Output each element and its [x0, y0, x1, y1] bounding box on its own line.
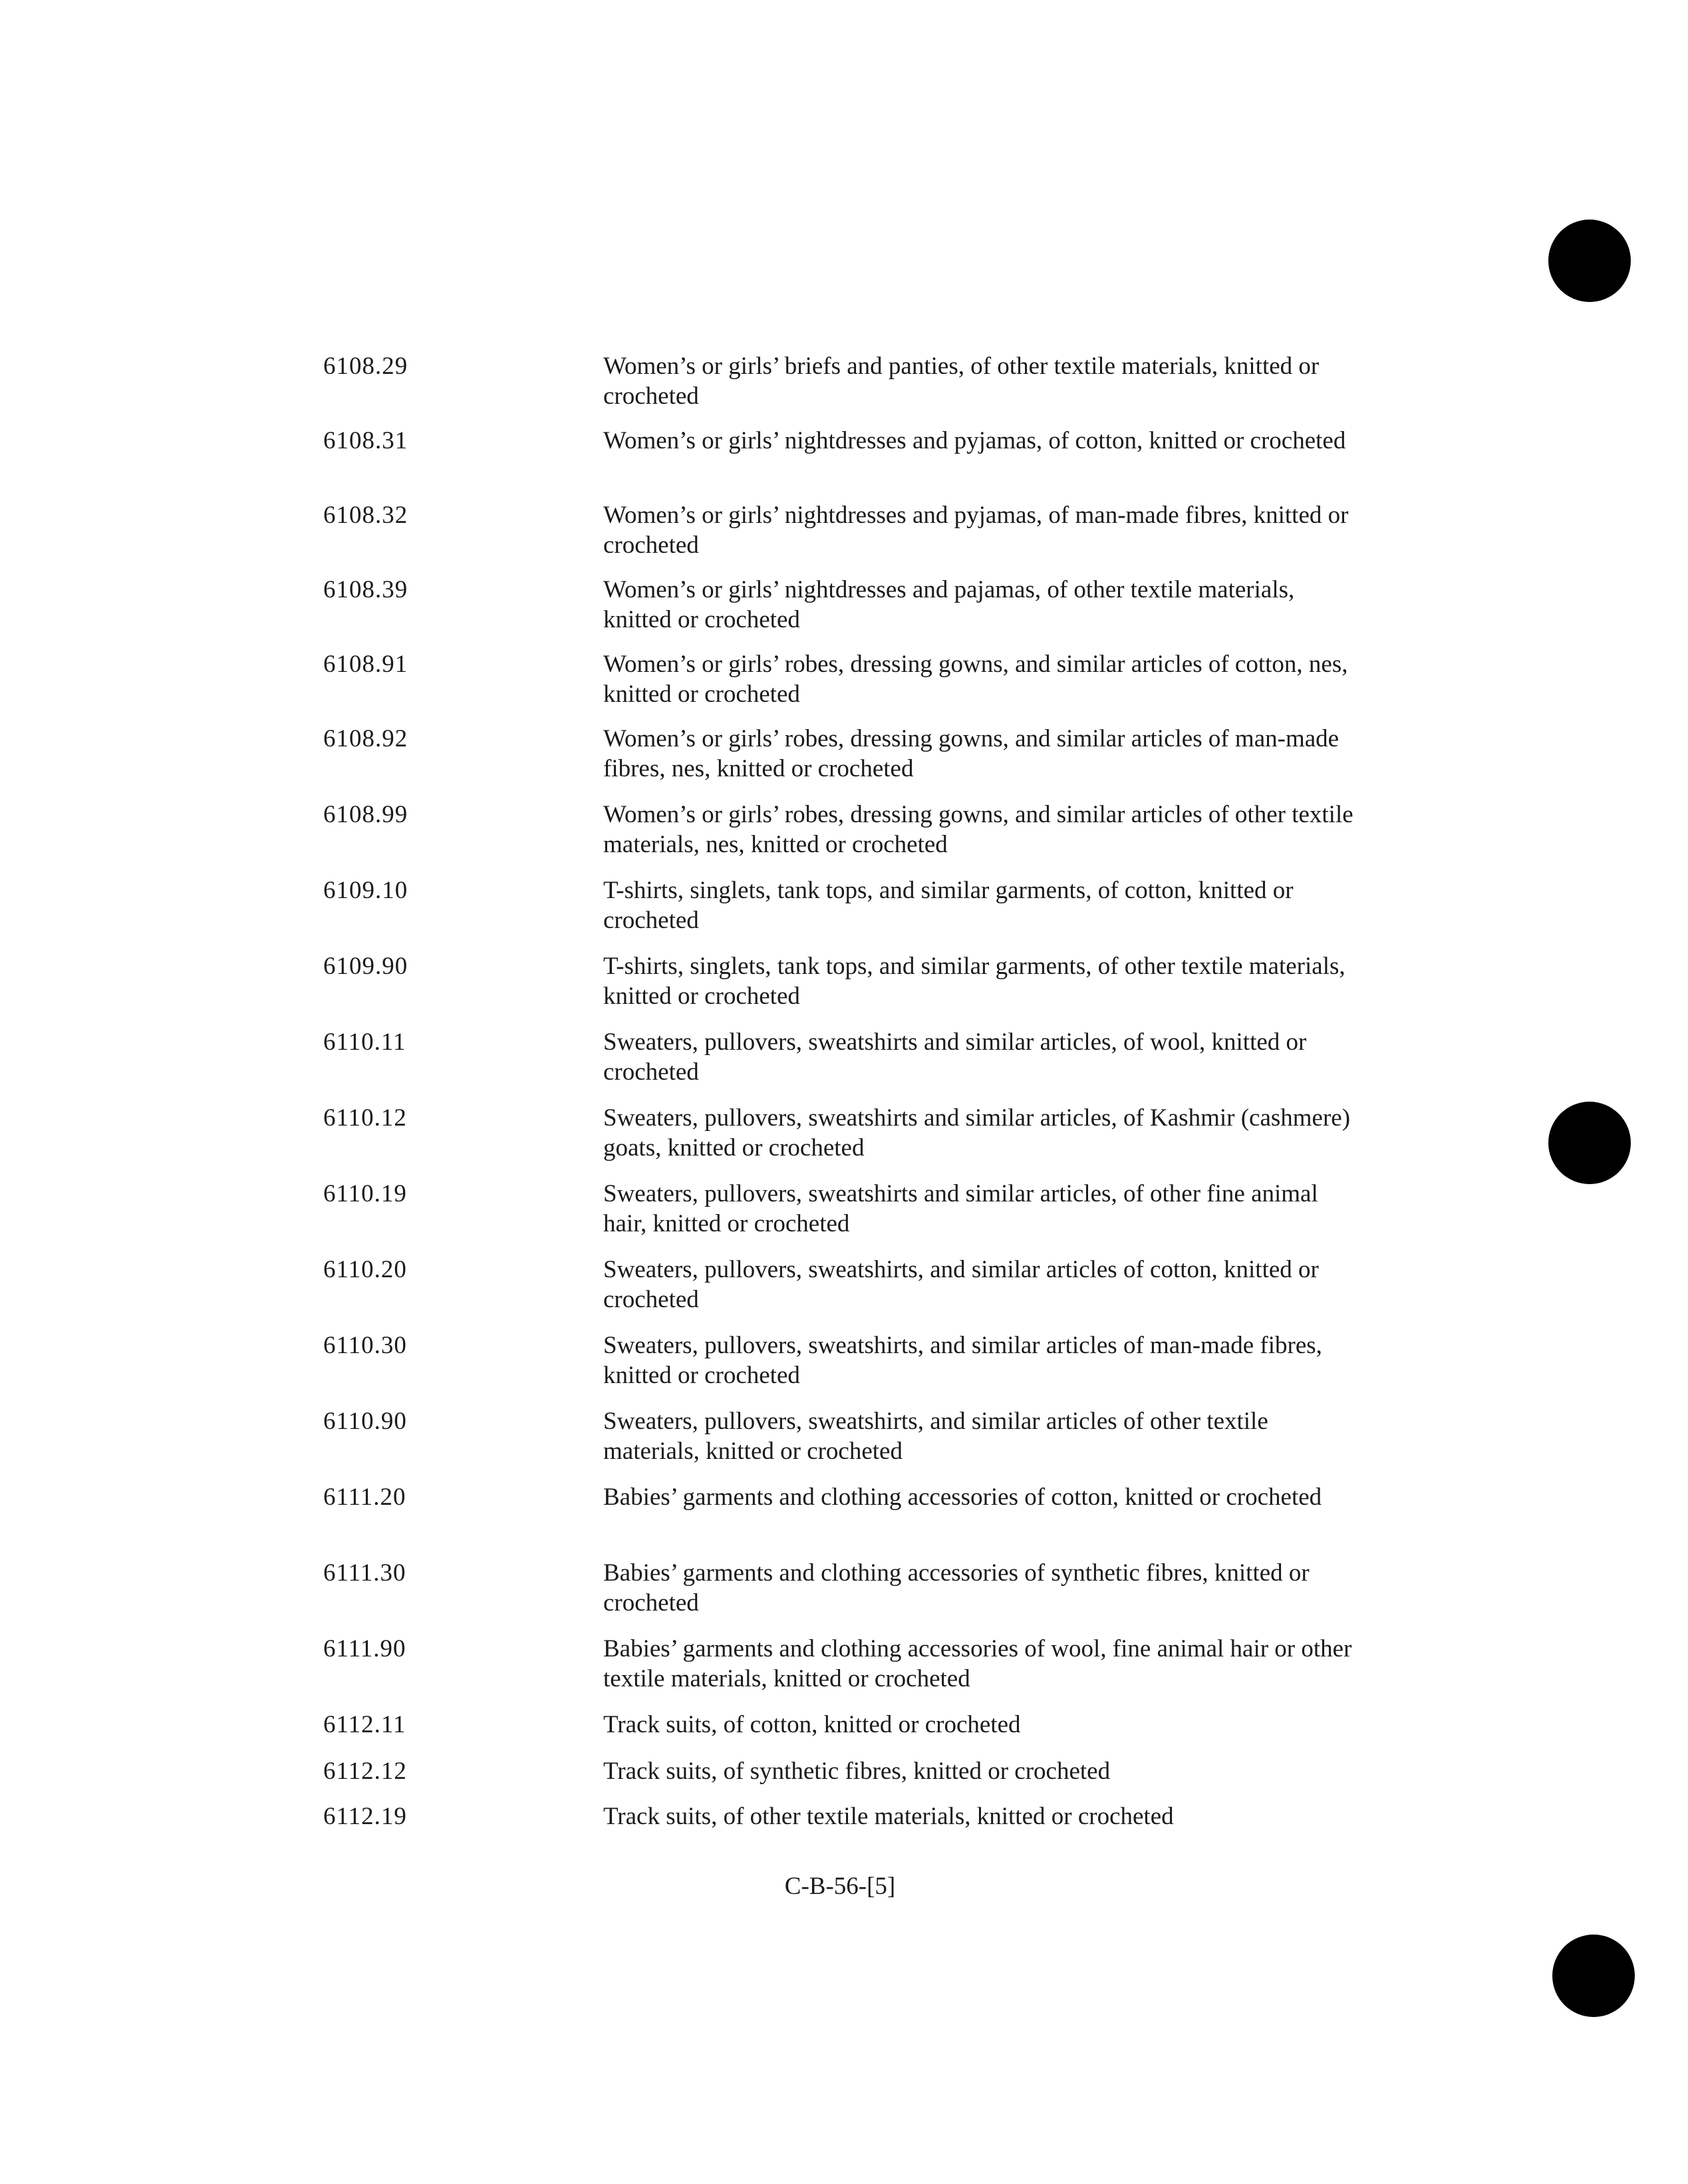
page-number: C-B-56-[5]: [784, 1873, 896, 1900]
tariff-description: Sweaters, pullovers, sweatshirts, and similar articles of other textile materials, knitted or crocheted: [603, 1408, 1268, 1465]
tariff-description: Sweaters, pullovers, sweatshirts, and similar articles of man-made fibres, knitted or crocheted: [603, 1332, 1322, 1389]
tariff-code: 6108.29: [323, 353, 408, 380]
tariff-code: 6110.20: [323, 1256, 407, 1283]
tariff-description: Women’s or girls’ briefs and panties, of other textile materials, knitted or crocheted: [603, 353, 1320, 410]
tariff-code: 6108.91: [323, 651, 408, 678]
tariff-code: 6110.19: [323, 1180, 407, 1207]
tariff-description: T-shirts, singlets, tank tops, and similar garments, of cotton, knitted or crocheted: [603, 877, 1294, 934]
tariff-description: Track suits, of other textile materials, knitted or crocheted: [603, 1803, 1174, 1830]
punch-hole-middle: [1548, 1102, 1631, 1184]
tariff-description: Women’s or girls’ nightdresses and pajamas, of other textile materials, knitted or crocheted: [603, 576, 1295, 633]
tariff-description: Sweaters, pullovers, sweatshirts and similar articles, of other fine animal hair, knitted or crocheted: [603, 1180, 1318, 1237]
tariff-code: 6108.39: [323, 576, 408, 603]
punch-hole-top: [1548, 220, 1631, 302]
tariff-code: 6109.90: [323, 953, 408, 980]
tariff-description: Women’s or girls’ nightdresses and pyjamas, of man-made fibres, knitted or crocheted: [603, 502, 1349, 559]
tariff-code: 6108.99: [323, 801, 408, 828]
tariff-description: T-shirts, singlets, tank tops, and similar garments, of other textile materials, knitted or crocheted: [603, 953, 1345, 1010]
tariff-description: Babies’ garments and clothing accessories of cotton, knitted or crocheted: [603, 1483, 1322, 1511]
tariff-code: 6111.90: [323, 1635, 406, 1662]
tariff-code: 6108.32: [323, 502, 408, 529]
tariff-description: Women’s or girls’ robes, dressing gowns, and similar articles of cotton, nes, knitted or crocheted: [603, 651, 1348, 708]
tariff-code: 6110.30: [323, 1332, 407, 1359]
punch-hole-bottom: [1552, 1935, 1635, 2017]
tariff-description: Women’s or girls’ nightdresses and pyjamas, of cotton, knitted or crocheted: [603, 427, 1346, 454]
page-footer: [0, 1871, 1688, 1901]
tariff-description: Babies’ garments and clothing accessories of synthetic fibres, knitted or crocheted: [603, 1559, 1310, 1617]
tariff-code: 6112.11: [323, 1711, 406, 1738]
tariff-description: Sweaters, pullovers, sweatshirts and similar articles, of Kashmir (cashmere) goats, knitted or crocheted: [603, 1104, 1351, 1162]
tariff-description: Sweaters, pullovers, sweatshirts and similar articles, of wool, knitted or crocheted: [603, 1028, 1307, 1086]
tariff-code: 6111.30: [323, 1559, 406, 1587]
tariff-description: Babies’ garments and clothing accessories of wool, fine animal hair or other textile materials, knitted or crocheted: [603, 1635, 1352, 1692]
tariff-code: 6109.10: [323, 877, 408, 904]
tariff-description: Track suits, of cotton, knitted or crocheted: [603, 1711, 1021, 1738]
tariff-code: 6110.12: [323, 1104, 407, 1132]
tariff-code: 6108.92: [323, 725, 408, 752]
tariff-description: Women’s or girls’ robes, dressing gowns, and similar articles of other textile materials, nes, knitted or crocheted: [603, 801, 1353, 858]
tariff-code: 6108.31: [323, 427, 408, 454]
tariff-code: 6111.20: [323, 1483, 406, 1511]
tariff-code: 6112.19: [323, 1803, 407, 1830]
tariff-code: 6110.90: [323, 1408, 407, 1435]
tariff-code: 6110.11: [323, 1028, 406, 1056]
tariff-code: 6112.12: [323, 1758, 407, 1785]
tariff-description: Women’s or girls’ robes, dressing gowns, and similar articles of man-made fibres, nes, knitted or crocheted: [603, 725, 1339, 782]
tariff-description: Track suits, of synthetic fibres, knitted or crocheted: [603, 1758, 1111, 1785]
tariff-description: Sweaters, pullovers, sweatshirts, and similar articles of cotton, knitted or crocheted: [603, 1256, 1319, 1313]
